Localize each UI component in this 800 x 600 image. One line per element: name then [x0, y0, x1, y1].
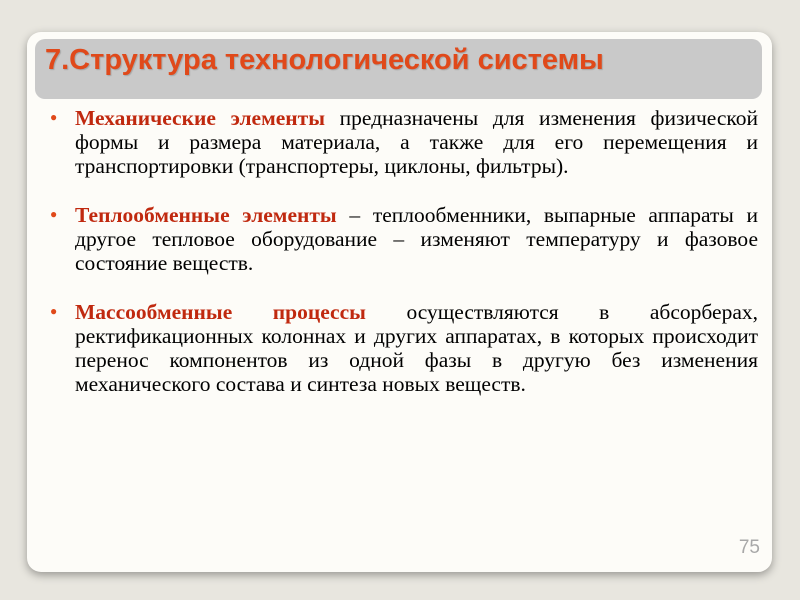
bullet-dot-icon: ● [50, 110, 58, 124]
bullet-item-heat-exchange [48, 203, 758, 275]
bullet-dot-icon: ● [50, 304, 58, 318]
term-mass-exchange: Массообменные процессы [75, 300, 366, 324]
page-number: 75 [738, 537, 760, 558]
bullet-item-mechanical [48, 106, 758, 178]
slide-title: 7.Структура технологической системы [45, 44, 604, 76]
slide-content [48, 106, 758, 421]
term-mechanical: Механические элементы [75, 106, 326, 130]
term-heat-exchange: Теплообменные элементы [75, 203, 337, 227]
text-heat-exchange: – теплообменники, выпарные аппараты и другое тепловое оборудование – изменяют температуру и фазовое состояние веществ. [75, 203, 758, 275]
text-mass-exchange: осуществляются в абсорберах, ректификационных колоннах и других аппаратах, в которых происходит перенос компонентов из одной фазы в другую без изменения механического состава и синтеза новых веществ. [75, 300, 758, 396]
bullet-dot-icon: ● [50, 207, 58, 221]
text-mechanical: предназначены для изменения физической формы и размера материала, а также для его перемещения и транспортировки (транспортеры, циклоны, фильтры). [75, 106, 758, 178]
bullet-item-mass-exchange [48, 300, 758, 396]
